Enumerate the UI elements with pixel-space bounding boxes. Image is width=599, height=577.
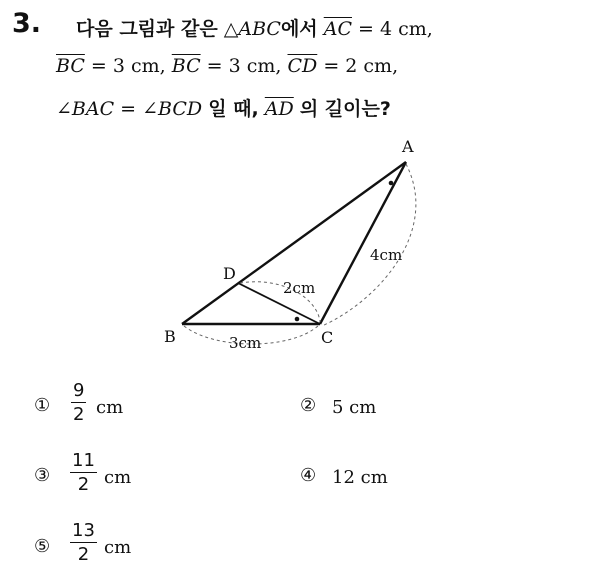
choice-3-denominator: 2 [77,474,90,495]
segment-bc-2: $\overline{BC}$ [171,55,201,77]
choice-1-denominator: 2 [73,404,85,425]
choice-5-unit: cm [104,537,132,558]
segment-ad: $\overline{AD}$ [264,98,294,120]
angle-condition: ∠BAC = ∠BCD [56,98,203,120]
angle-mark-a [389,181,394,186]
choice-3-numerator: 11 [72,450,95,471]
line1-text-a: 다음 그림과 같은 [76,18,218,40]
segment-ac-length: = 4 cm, [358,18,433,40]
choice-3-unit: cm [104,467,132,488]
line1-text-b: 에서 [280,18,318,40]
choice-3-mark: ③ [34,465,51,486]
question-number: 3. [12,8,42,39]
length-cd: 2cm [283,279,316,297]
line3-text-b: 의 길이는? [299,98,391,120]
choice-2-mark: ② [300,395,317,416]
segment-bc-1-length: = 3 cm, [90,55,166,77]
segment-ac: $\overline{AC}$ [323,18,352,40]
choice-1-numerator: 9 [73,380,85,401]
segment-cd: $\overline{CD}$ [287,55,318,77]
side-ac [320,162,406,324]
segment-cd-length: = 2 cm, [323,55,399,77]
choice-1-mark: ① [34,395,51,416]
side-ba [182,162,406,324]
line3-text-a: 일 때, [208,98,259,120]
label-d: D [223,264,236,283]
choice-2-value: 5 cm [332,397,377,418]
choice-3-fraction [70,450,97,495]
label-c: C [321,328,334,347]
label-b: B [164,327,176,346]
angle-mark-c [295,317,300,322]
length-ac: 4cm [370,246,403,264]
choice-4-value: 12 cm [332,467,388,488]
choice-5-mark: ⑤ [34,536,51,557]
choice-5-fraction [70,520,97,565]
segment-bc-2-length: = 3 cm, [206,55,282,77]
segment-bc-1: $\overline{BC}$ [56,55,85,77]
choice-1-fraction [71,380,86,425]
choice-5-denominator: 2 [77,544,90,565]
label-a: A [402,137,414,156]
choice-4-mark: ④ [300,465,317,486]
triangle-abc: △ABC [223,18,281,40]
choice-1-unit: cm [96,397,124,418]
choice-5-numerator: 13 [72,520,95,541]
length-bc: 3cm [229,334,262,352]
